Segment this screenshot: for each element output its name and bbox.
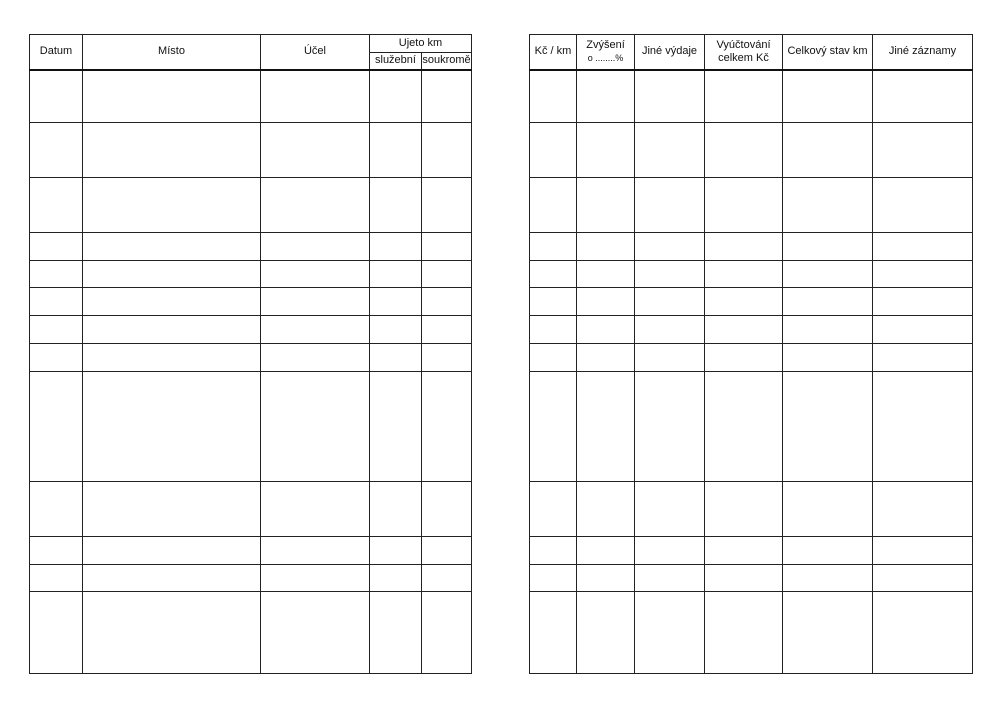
cell-ucel[interactable] [261,537,370,565]
cell-datum[interactable] [30,123,83,178]
cell-soukrome[interactable] [422,123,472,178]
cell-jine-zaznamy[interactable] [873,592,973,674]
cell-jine-vydaje[interactable] [635,261,705,288]
cell-jine-zaznamy[interactable] [873,344,973,372]
cell-zvyseni[interactable] [577,316,635,344]
cell-jine-zaznamy[interactable] [873,261,973,288]
cell-jine-zaznamy[interactable] [873,565,973,592]
table-row [530,261,973,288]
cell-misto[interactable] [83,316,261,344]
cell-vyuctovani[interactable] [705,592,783,674]
cell-celkovy-stav[interactable] [783,537,873,565]
cell-jine-vydaje[interactable] [635,482,705,537]
table-row [30,592,472,674]
table-row [530,537,973,565]
cell-vyuctovani[interactable] [705,261,783,288]
header-soukrome: soukromě [422,53,472,70]
header-misto: Místo [83,35,261,70]
cell-zvyseni[interactable] [577,123,635,178]
cell-ucel[interactable] [261,316,370,344]
cell-soukrome[interactable] [422,233,472,261]
cell-vyuctovani[interactable] [705,70,783,123]
cell-zvyseni[interactable] [577,261,635,288]
travel-log-right-table [529,34,973,674]
cell-ucel[interactable] [261,123,370,178]
table-row [530,482,973,537]
cell-jine-vydaje[interactable] [635,316,705,344]
cell-datum[interactable] [30,233,83,261]
cell-celkovy-stav[interactable] [783,565,873,592]
cell-jine-zaznamy[interactable] [873,123,973,178]
table-row [30,482,472,537]
cell-ucel[interactable] [261,233,370,261]
cell-misto[interactable] [83,592,261,674]
cell-jine-vydaje[interactable] [635,233,705,261]
header-ucel: Účel [261,35,370,70]
cell-zvyseni[interactable] [577,233,635,261]
cell-ucel[interactable] [261,288,370,316]
cell-celkovy-stav[interactable] [783,178,873,233]
header-celkovy-stav: Celkový stav km [783,35,873,70]
cell-soukrome[interactable] [422,316,472,344]
cell-sluzebni[interactable] [370,537,422,565]
table-row [530,592,973,674]
cell-datum[interactable] [30,178,83,233]
cell-misto[interactable] [83,261,261,288]
cell-ucel[interactable] [261,261,370,288]
cell-misto[interactable] [83,233,261,261]
cell-sluzebni[interactable] [370,344,422,372]
table-row [530,565,973,592]
table-row [30,261,472,288]
cell-jine-vydaje[interactable] [635,288,705,316]
cell-jine-zaznamy[interactable] [873,482,973,537]
cell-jine-zaznamy[interactable] [873,178,973,233]
cell-sluzebni[interactable] [370,592,422,674]
left-table-body [30,70,472,674]
cell-datum[interactable] [30,537,83,565]
cell-celkovy-stav[interactable] [783,372,873,482]
table-row [30,288,472,316]
table-row [30,123,472,178]
travel-log-left-table [29,34,472,674]
table-row [530,344,973,372]
cell-soukrome[interactable] [422,70,472,123]
table-row [530,316,973,344]
cell-vyuctovani[interactable] [705,372,783,482]
cell-kc-km[interactable] [530,178,577,233]
cell-soukrome[interactable] [422,372,472,482]
cell-sluzebni[interactable] [370,178,422,233]
header-jine-zaznamy: Jiné záznamy [873,35,973,70]
cell-jine-zaznamy[interactable] [873,372,973,482]
table-row [530,123,973,178]
cell-jine-vydaje[interactable] [635,123,705,178]
right-table-body [530,70,973,674]
cell-soukrome[interactable] [422,178,472,233]
cell-soukrome[interactable] [422,288,472,316]
table-row [530,178,973,233]
cell-kc-km[interactable] [530,592,577,674]
cell-datum[interactable] [30,344,83,372]
cell-jine-vydaje[interactable] [635,178,705,233]
cell-soukrome[interactable] [422,482,472,537]
cell-misto[interactable] [83,344,261,372]
cell-sluzebni[interactable] [370,482,422,537]
cell-celkovy-stav[interactable] [783,123,873,178]
cell-misto[interactable] [83,537,261,565]
table-row [30,233,472,261]
cell-zvyseni[interactable] [577,482,635,537]
cell-misto[interactable] [83,178,261,233]
cell-soukrome[interactable] [422,565,472,592]
cell-kc-km[interactable] [530,123,577,178]
cell-kc-km[interactable] [530,288,577,316]
cell-soukrome[interactable] [422,592,472,674]
cell-jine-zaznamy[interactable] [873,288,973,316]
cell-soukrome[interactable] [422,344,472,372]
header-ujeto-km: Ujeto km [370,35,472,53]
cell-zvyseni[interactable] [577,70,635,123]
table-row [30,344,472,372]
cell-vyuctovani[interactable] [705,565,783,592]
cell-misto[interactable] [83,565,261,592]
cell-datum[interactable] [30,288,83,316]
cell-sluzebni[interactable] [370,233,422,261]
cell-jine-vydaje[interactable] [635,537,705,565]
cell-soukrome[interactable] [422,261,472,288]
table-row [30,178,472,233]
cell-kc-km[interactable] [530,537,577,565]
cell-sluzebni[interactable] [370,565,422,592]
header-zvyseni-percent: o ........% [587,52,624,63]
cell-celkovy-stav[interactable] [783,316,873,344]
cell-sluzebni[interactable] [370,372,422,482]
cell-kc-km[interactable] [530,70,577,123]
cell-kc-km[interactable] [530,233,577,261]
cell-zvyseni[interactable] [577,288,635,316]
header-kc-km: Kč / km [530,35,577,70]
cell-zvyseni[interactable] [577,537,635,565]
cell-sluzebni[interactable] [370,261,422,288]
header-zvyseni-label: Zvýšení [586,38,625,51]
cell-vyuctovani[interactable] [705,344,783,372]
cell-ucel[interactable] [261,178,370,233]
cell-celkovy-stav[interactable] [783,70,873,123]
cell-misto[interactable] [83,70,261,123]
cell-jine-vydaje[interactable] [635,592,705,674]
table-row [530,233,973,261]
cell-celkovy-stav[interactable] [783,344,873,372]
cell-datum[interactable] [30,70,83,123]
cell-ucel[interactable] [261,482,370,537]
cell-datum[interactable] [30,565,83,592]
cell-zvyseni[interactable] [577,178,635,233]
cell-vyuctovani[interactable] [705,233,783,261]
cell-misto[interactable] [83,123,261,178]
cell-vyuctovani[interactable] [705,178,783,233]
cell-sluzebni[interactable] [370,123,422,178]
cell-kc-km[interactable] [530,261,577,288]
cell-jine-vydaje[interactable] [635,344,705,372]
cell-zvyseni[interactable] [577,344,635,372]
cell-misto[interactable] [83,372,261,482]
cell-soukrome[interactable] [422,537,472,565]
table-row [530,70,973,123]
cell-sluzebni[interactable] [370,316,422,344]
cell-zvyseni[interactable] [577,592,635,674]
cell-datum[interactable] [30,372,83,482]
cell-jine-vydaje[interactable] [635,70,705,123]
cell-kc-km[interactable] [530,372,577,482]
table-row [30,537,472,565]
cell-ucel[interactable] [261,372,370,482]
table-row [30,372,472,482]
cell-jine-zaznamy[interactable] [873,70,973,123]
table-row [30,70,472,123]
table-row [30,565,472,592]
cell-kc-km[interactable] [530,482,577,537]
cell-zvyseni[interactable] [577,565,635,592]
cell-datum[interactable] [30,592,83,674]
table-row [530,372,973,482]
cell-celkovy-stav[interactable] [783,592,873,674]
cell-kc-km[interactable] [530,565,577,592]
cell-misto[interactable] [83,288,261,316]
table-row [530,288,973,316]
cell-jine-vydaje[interactable] [635,372,705,482]
header-jine-vydaje: Jiné výdaje [635,35,705,70]
cell-vyuctovani[interactable] [705,537,783,565]
cell-vyuctovani[interactable] [705,482,783,537]
cell-jine-zaznamy[interactable] [873,537,973,565]
cell-datum[interactable] [30,261,83,288]
cell-ucel[interactable] [261,565,370,592]
cell-datum[interactable] [30,482,83,537]
header-sluzebni: služební [370,53,422,70]
cell-celkovy-stav[interactable] [783,288,873,316]
cell-zvyseni[interactable] [577,372,635,482]
cell-celkovy-stav[interactable] [783,233,873,261]
cell-celkovy-stav[interactable] [783,261,873,288]
cell-ucel[interactable] [261,70,370,123]
header-vyuctovani: Vyúčtování celkem Kč [705,35,783,70]
cell-jine-vydaje[interactable] [635,565,705,592]
header-datum: Datum [30,35,83,70]
table-row [30,316,472,344]
cell-celkovy-stav[interactable] [783,482,873,537]
header-zvyseni [577,35,635,70]
cell-kc-km[interactable] [530,344,577,372]
cell-sluzebni[interactable] [370,288,422,316]
cell-datum[interactable] [30,316,83,344]
cell-misto[interactable] [83,482,261,537]
cell-kc-km[interactable] [530,316,577,344]
cell-ucel[interactable] [261,344,370,372]
cell-vyuctovani[interactable] [705,288,783,316]
cell-ucel[interactable] [261,592,370,674]
cell-sluzebni[interactable] [370,70,422,123]
cell-vyuctovani[interactable] [705,316,783,344]
cell-vyuctovani[interactable] [705,123,783,178]
cell-jine-zaznamy[interactable] [873,233,973,261]
cell-jine-zaznamy[interactable] [873,316,973,344]
